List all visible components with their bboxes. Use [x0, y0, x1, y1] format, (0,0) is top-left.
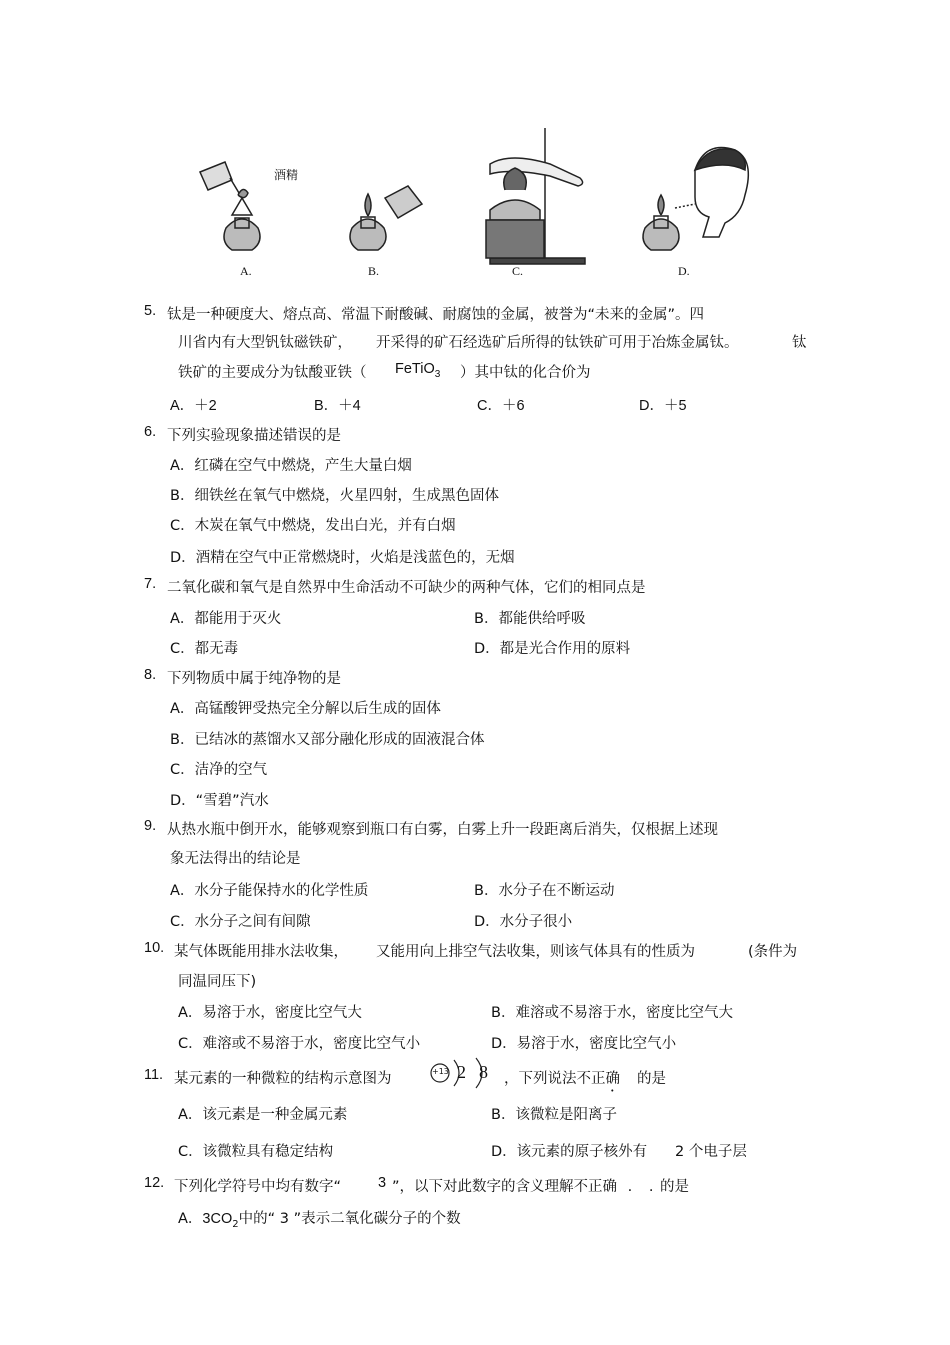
question-6-option-b[interactable]: B．细铁丝在氧气中燃烧，火星四射，生成黑色固体	[170, 488, 499, 504]
question-5-line-3a: 铁矿的主要成分为钛酸亚铁（	[178, 365, 367, 381]
question-8-option-a[interactable]: A．高锰酸钾受热完全分解以后生成的固体	[170, 701, 441, 717]
apparatus-drawing	[190, 120, 760, 285]
question-12-stem-digit: 3	[378, 1175, 387, 1191]
question-5-option-d[interactable]: D．＋5	[639, 398, 687, 414]
question-6-option-c[interactable]: C．木炭在氧气中燃烧，发出白光，并有白烟	[170, 518, 456, 534]
question-10-option-b[interactable]: B．难溶或不易溶于水，密度比空气大	[491, 1005, 733, 1021]
question-10-line-2: 同温同压下)	[178, 974, 257, 990]
question-9-line-1: 从热水瓶中倒开水，能够观察到瓶口有白雾，白雾上升一段距离后消失，仅根据上述现	[167, 822, 718, 838]
question-7-option-a[interactable]: A．都能用于灭火	[170, 611, 282, 627]
question-9-line-2: 象无法得出的结论是	[170, 851, 301, 867]
question-11-stem-a: 某元素的一种微粒的结构示意图为	[174, 1071, 392, 1087]
question-8-option-b[interactable]: B．已结冰的蒸馏水又部分融化形成的固液混合体	[170, 732, 485, 748]
question-11-stem-b: ，下列说法不正确	[504, 1071, 620, 1087]
question-6-number: 6.	[144, 424, 157, 440]
question-12-stem-c: 的是	[660, 1179, 689, 1195]
shell-2-electrons: 8	[479, 1062, 488, 1082]
question-9-option-a[interactable]: A．水分子能保持水的化学性质	[170, 883, 369, 899]
question-10-option-c[interactable]: C．难溶或不易溶于水，密度比空气小	[178, 1036, 421, 1052]
figure-label-d: D.	[678, 264, 690, 278]
question-11-option-d[interactable]: D．该元素的原子核外有	[491, 1144, 648, 1160]
question-9-option-c[interactable]: C．水分子之间有间隙	[170, 914, 311, 930]
question-10-line-1c: (条件为	[748, 944, 798, 960]
question-5-line-2b: 开采得的矿石经选矿后所得的钛铁矿可用于冶炼金属钛。	[376, 335, 739, 351]
question-12-stem-a: 下列化学符号中均有数字“	[174, 1179, 342, 1195]
question-9-option-b[interactable]: B．水分子在不断运动	[474, 883, 615, 899]
question-5-line-3b: ）其中钛的化合价为	[460, 365, 591, 381]
figure-label-b: B.	[368, 264, 380, 278]
question-10-line-1b: 又能用向上排空气法收集，则该气体具有的性质为	[376, 944, 695, 960]
question-7-stem: 二氧化碳和氧气是自然界中生命活动不可缺少的两种气体，它们的相同点是	[167, 580, 646, 596]
question-8-stem: 下列物质中属于纯净物的是	[167, 671, 341, 687]
question-6-option-a[interactable]: A．红磷在空气中燃烧，产生大量白烟	[170, 458, 412, 474]
question-7-option-b[interactable]: B．都能供给呼吸	[474, 611, 586, 627]
question-6-stem: 下列实验现象描述错误的是	[167, 428, 341, 444]
question-10-line-1a: 某气体既能用排水法收集，	[174, 944, 348, 960]
question-5-option-b[interactable]: B．＋4	[314, 398, 361, 414]
question-8-option-d[interactable]: D．“雪碧”汽水	[170, 793, 269, 809]
question-9-number: 9.	[144, 818, 157, 834]
figure-label-c: C.	[512, 264, 524, 278]
question-9-option-d[interactable]: D．水分子很小	[474, 914, 573, 930]
question-11-number: 11.	[144, 1067, 164, 1083]
question-11-option-a[interactable]: A．该元素是一种金属元素	[178, 1107, 348, 1123]
question-8-number: 8.	[144, 667, 157, 683]
question-6-option-d[interactable]: D．酒精在空气中正常燃烧时，火焰是浅蓝色的，无烟	[170, 550, 515, 566]
question-11-option-b[interactable]: B．该微粒是阳离子	[491, 1107, 617, 1123]
question-5-line-2a: 川省内有大型钒钛磁铁矿，	[178, 335, 352, 351]
question-11-stem-c: 的是	[637, 1071, 666, 1087]
question-5-option-a[interactable]: A．＋2	[170, 398, 217, 414]
question-5-formula: FeTiO$_3$	[395, 361, 441, 380]
nucleus-charge: +13	[432, 1067, 449, 1076]
question-10-option-d[interactable]: D．易溶于水，密度比空气小	[491, 1036, 677, 1052]
question-7-number: 7.	[144, 576, 157, 592]
question-11-option-c[interactable]: C．该微粒具有稳定结构	[178, 1144, 334, 1160]
question-12-number: 12.	[144, 1175, 165, 1191]
alcohol-label: 酒精	[274, 168, 299, 182]
question-5-line-2c: 钛	[792, 335, 807, 351]
question-12-option-a[interactable]: A．$3CO_2$中的“ 3 ”表示二氧化碳分子的个数	[178, 1211, 461, 1230]
apparatus-figure	[190, 120, 760, 285]
question-7-option-c[interactable]: C．都无毒	[170, 641, 239, 657]
question-12-stem-b: ”，以下对此数字的含义理解不正确 . .	[392, 1179, 660, 1195]
atomic-structure-diagram	[430, 1056, 496, 1090]
question-11-option-d-tail: 2 个电子层	[675, 1144, 747, 1160]
question-8-option-c[interactable]: C．洁净的空气	[170, 762, 268, 778]
figure-label-a: A.	[240, 264, 252, 278]
question-7-option-d[interactable]: D．都是光合作用的原料	[474, 641, 631, 657]
question-10-option-a[interactable]: A．易溶于水，密度比空气大	[178, 1005, 362, 1021]
question-5-number: 5.	[144, 303, 157, 319]
question-10-number: 10.	[144, 940, 165, 956]
question-5-line-1: 钛是一种硬度大、熔点高、常温下耐酸碱、耐腐蚀的金属，被誉为“未来的金属”。四	[167, 307, 705, 323]
question-5-option-c[interactable]: C．＋6	[477, 398, 525, 414]
shell-1-electrons: 2	[457, 1062, 466, 1082]
